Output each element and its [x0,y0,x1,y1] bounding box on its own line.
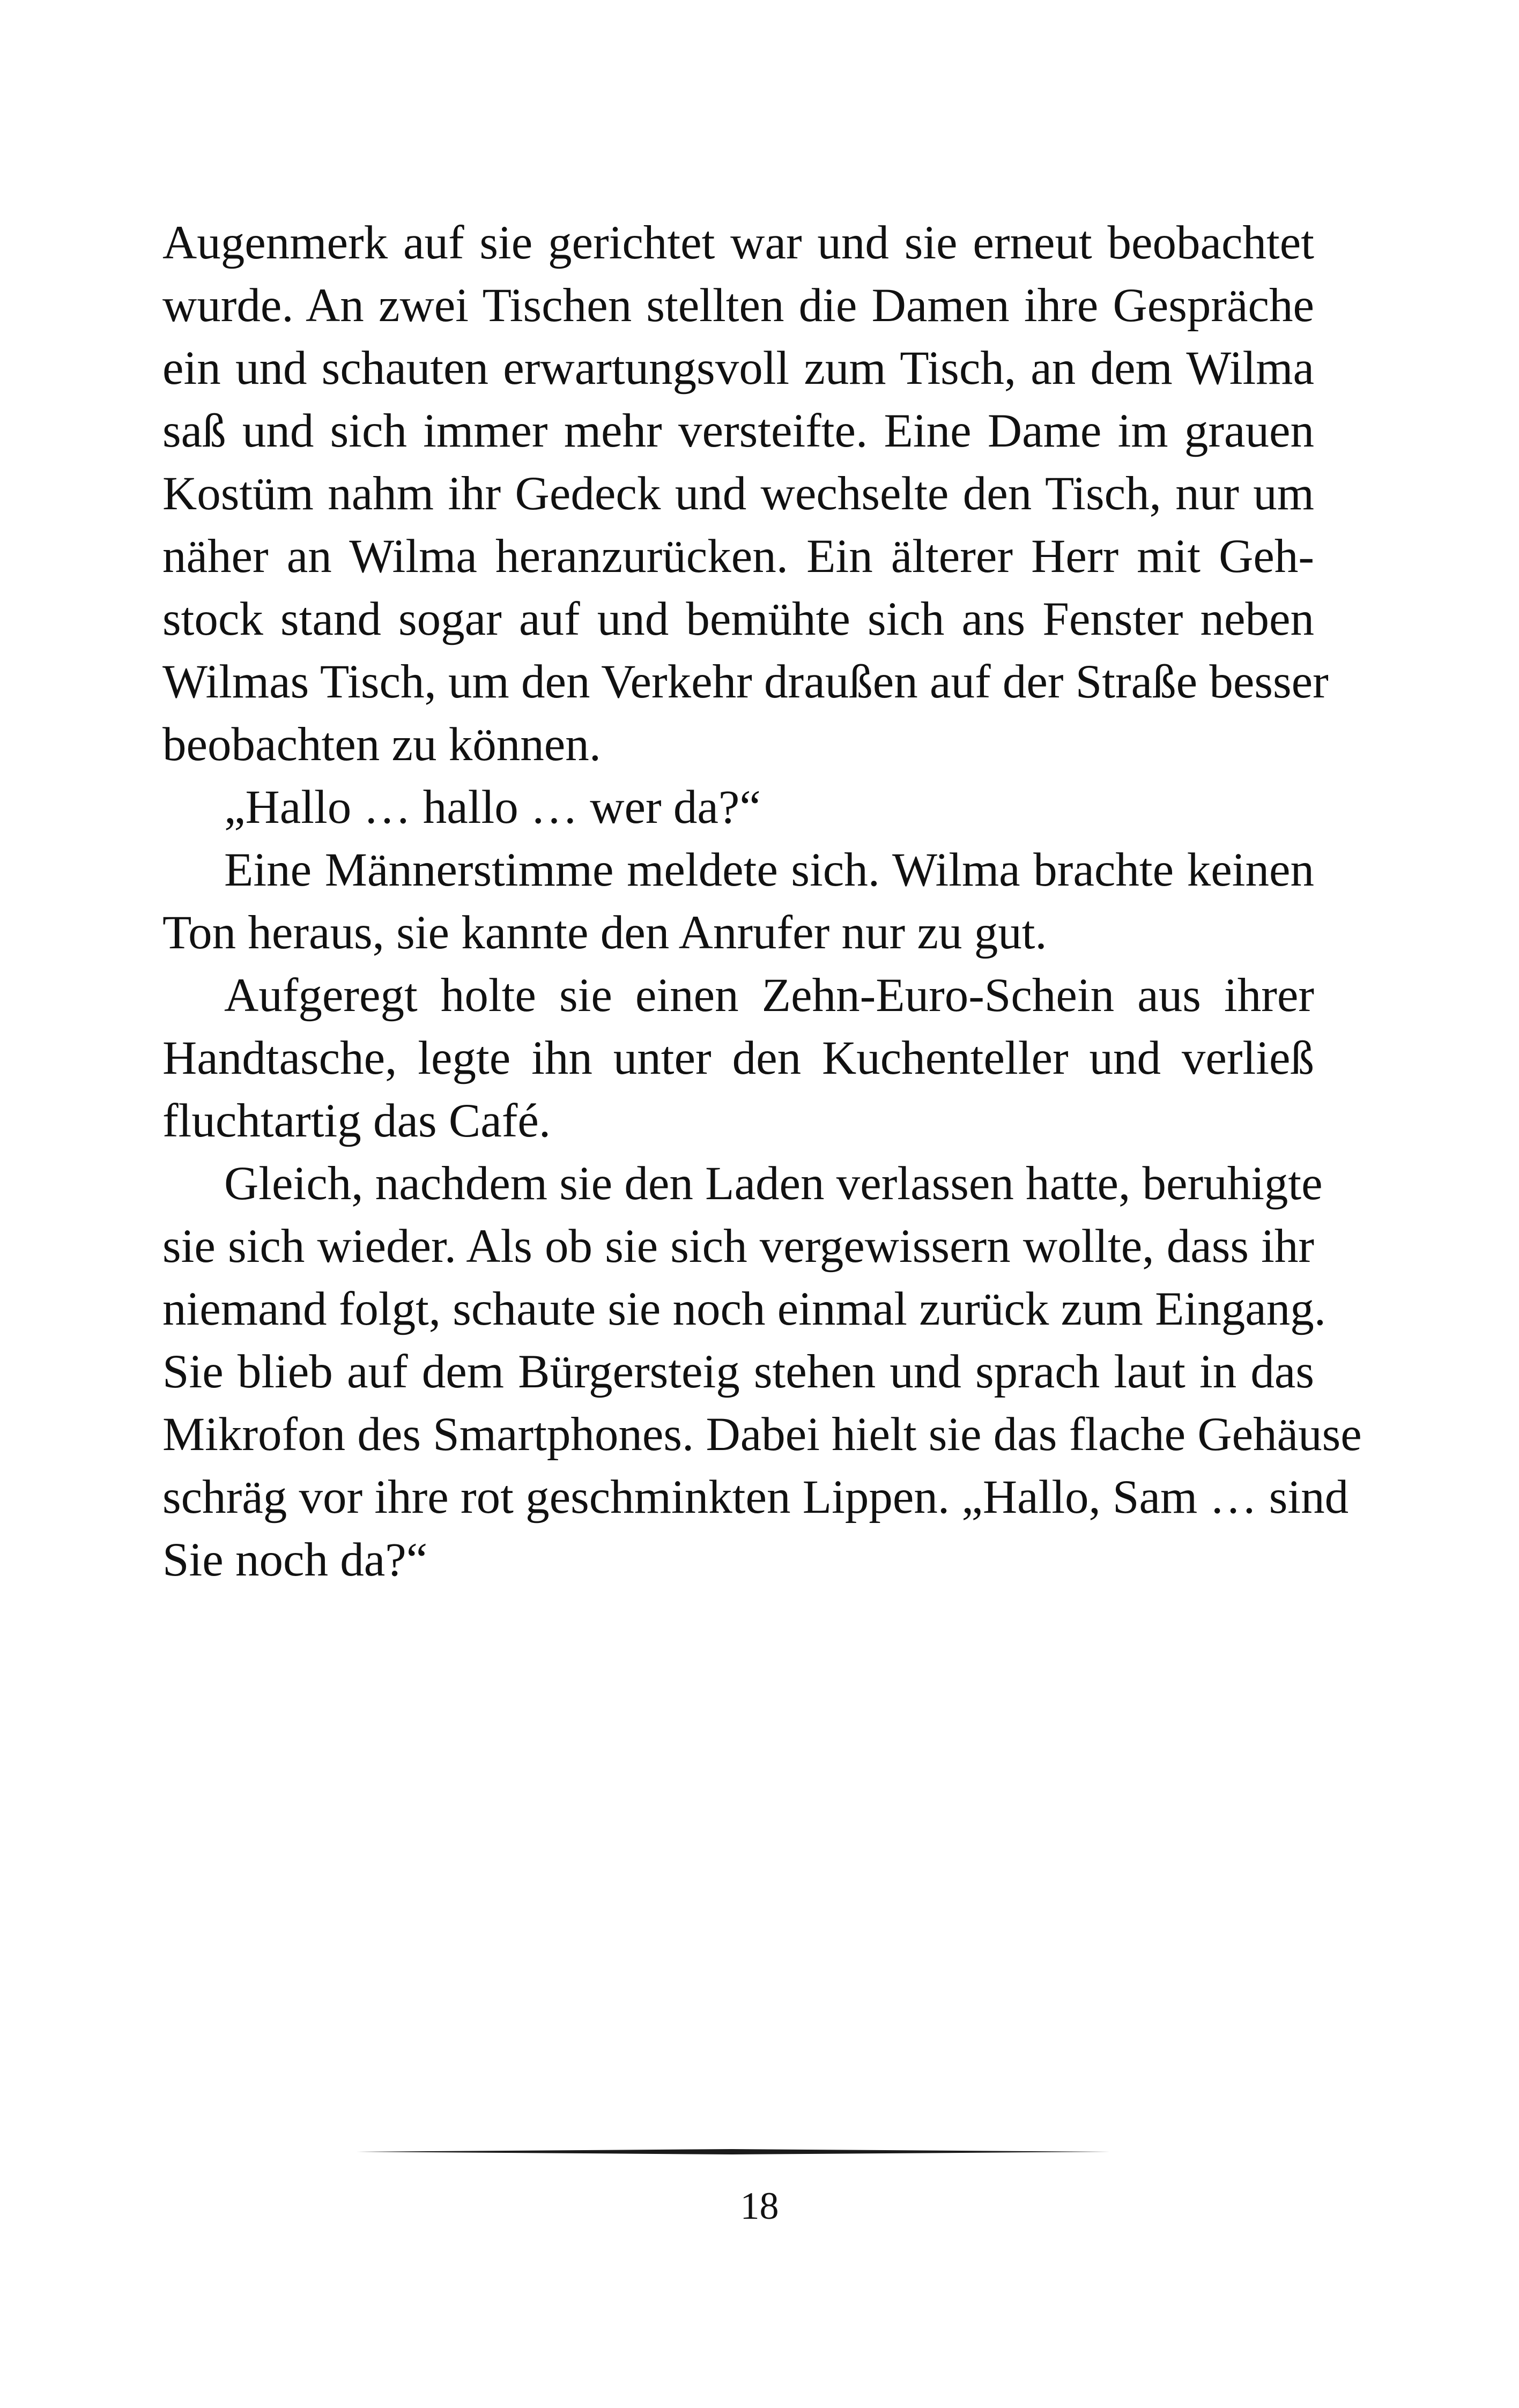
text-line: niemand folgt, schaute sie noch einmal zurück zum Eingang. [162,1283,1326,1335]
text-line: Mikrofon des Smartphones. Dabei hielt sie das flache Gehäuse [162,1408,1362,1461]
text-line: Aufgeregt holte sie einen Zehn-Euro-Schein aus ihrer [224,969,1314,1022]
text-line: Wilmas Tisch, um den Verkehr draußen auf der Straße besser [162,656,1329,708]
text-line: ein und schauten erwartungsvoll zum Tisch, an dem Wilma [162,342,1314,395]
footer-divider [357,2149,1110,2154]
text-line: Kostüm nahm ihr Gedeck und wechselte den Tisch, nur um [162,467,1314,520]
text-line: wurde. An zwei Tischen stellten die Damen ihre Gespräche [162,279,1314,332]
page-number: 18 [740,2184,779,2227]
text-line: Ton heraus, sie kannte den Anrufer nur zu gut. [162,906,1047,959]
text-line: Sie noch da?“ [162,1534,428,1586]
text-line: näher an Wilma heranzurücken. Ein älterer Herr mit Geh- [162,530,1314,583]
text-line: schräg vor ihre rot geschminkten Lippen. „Hallo, Sam … sind [162,1471,1349,1523]
text-line: „Hallo … hallo … wer da?“ [224,781,761,834]
text-line: sie sich wieder. Als ob sie sich vergewissern wollte, dass ihr [162,1220,1314,1273]
text-line: fluchtartig das Café. [162,1095,551,1147]
text-line: beobachten zu können. [162,718,601,771]
text-line: Augenmerk auf sie gerichtet war und sie erneut beobachtet [162,217,1314,269]
text-line: Handtasche, legte ihn unter den Kuchenteller und verließ [162,1032,1314,1084]
text-line: Eine Männerstimme meldete sich. Wilma brachte keinen [224,844,1314,896]
text-line: stock stand sogar auf und bemühte sich ans Fenster neben [162,593,1314,645]
text-line: Gleich, nachdem sie den Laden verlassen hatte, beruhigte [224,1157,1323,1210]
text-line: Sie blieb auf dem Bürgersteig stehen und sprach laut in das [162,1346,1314,1398]
text-line: saß und sich immer mehr versteifte. Eine Dame im grauen [162,405,1314,457]
body-text [162,212,1362,1592]
